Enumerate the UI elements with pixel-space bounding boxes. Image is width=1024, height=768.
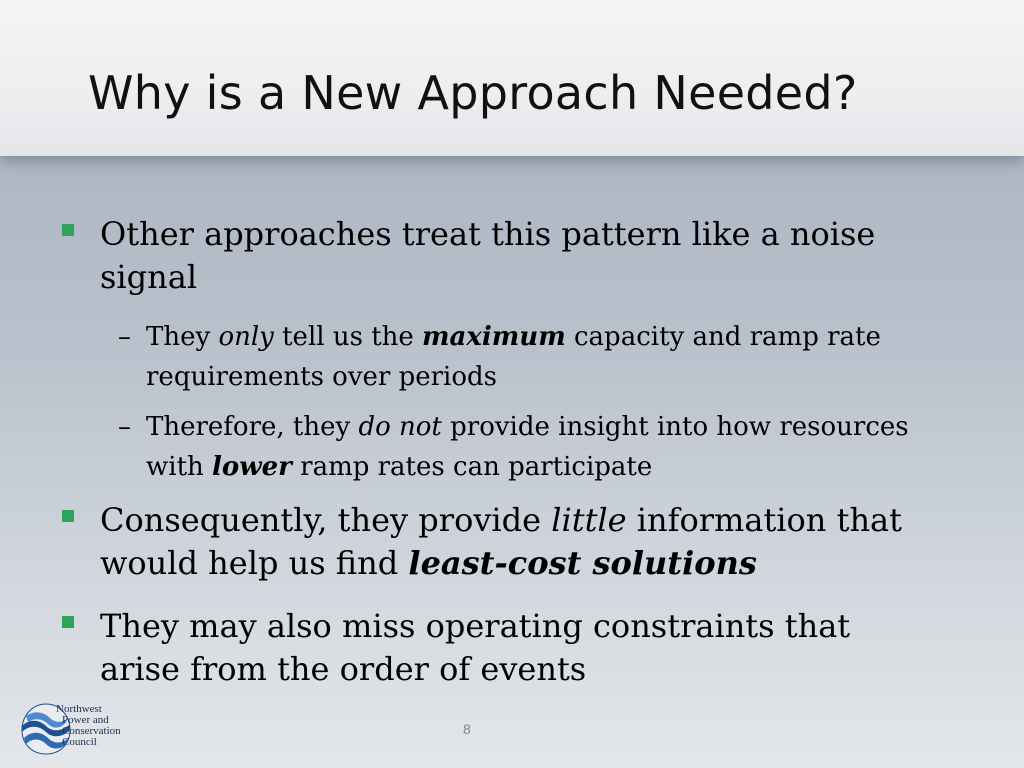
bullet-text [100, 605, 940, 691]
page-number: 8 [463, 721, 471, 737]
emphasis-bold-italic: least-cost solutions [408, 544, 757, 582]
bullet-text-run: capacity and ramp rate requirements over periods [146, 322, 881, 392]
bullet-text-run: information that would help us find [100, 501, 902, 582]
bullet-square-icon [62, 510, 74, 522]
logo-text-line: Council [62, 736, 97, 748]
emphasis-italic: only [218, 322, 274, 352]
bullet-text [100, 499, 940, 585]
logo-text-line: Northwest [56, 703, 102, 715]
bullet-text-run: Other approaches treat this pattern like a noise signal [100, 215, 876, 296]
emphasis-italic: little [551, 501, 627, 539]
emphasis-bold-italic: maximum [422, 322, 566, 352]
logo-text-line: Power and [62, 714, 109, 726]
logo-text-line: Conservation [62, 725, 121, 737]
bullet-text-run: They [146, 322, 219, 352]
emphasis-italic: do not [358, 412, 442, 442]
slide-title: Why is a New Approach Needed? [88, 66, 858, 120]
bullet-text-run: ramp rates can participate [291, 452, 653, 482]
bullet-text-run: They may also miss operating constraints that arise from the order of events [100, 607, 851, 688]
emphasis-bold-italic: lower [212, 452, 292, 482]
bullet-text [146, 407, 946, 487]
dash-icon: – [118, 322, 131, 352]
bullet-text-run: Consequently, they provide [100, 501, 552, 539]
bullet-square-icon [62, 616, 74, 628]
council-logo [16, 700, 156, 760]
bullet-text-run: tell us the [273, 322, 423, 352]
bullet-text-run: Therefore, they [146, 412, 359, 442]
bullet-square-icon [62, 224, 74, 236]
bullet-text [146, 317, 946, 397]
dash-icon: – [118, 412, 131, 442]
bullet-text [100, 213, 940, 299]
bullet-text-run: provide insight into how resources with [146, 412, 909, 482]
